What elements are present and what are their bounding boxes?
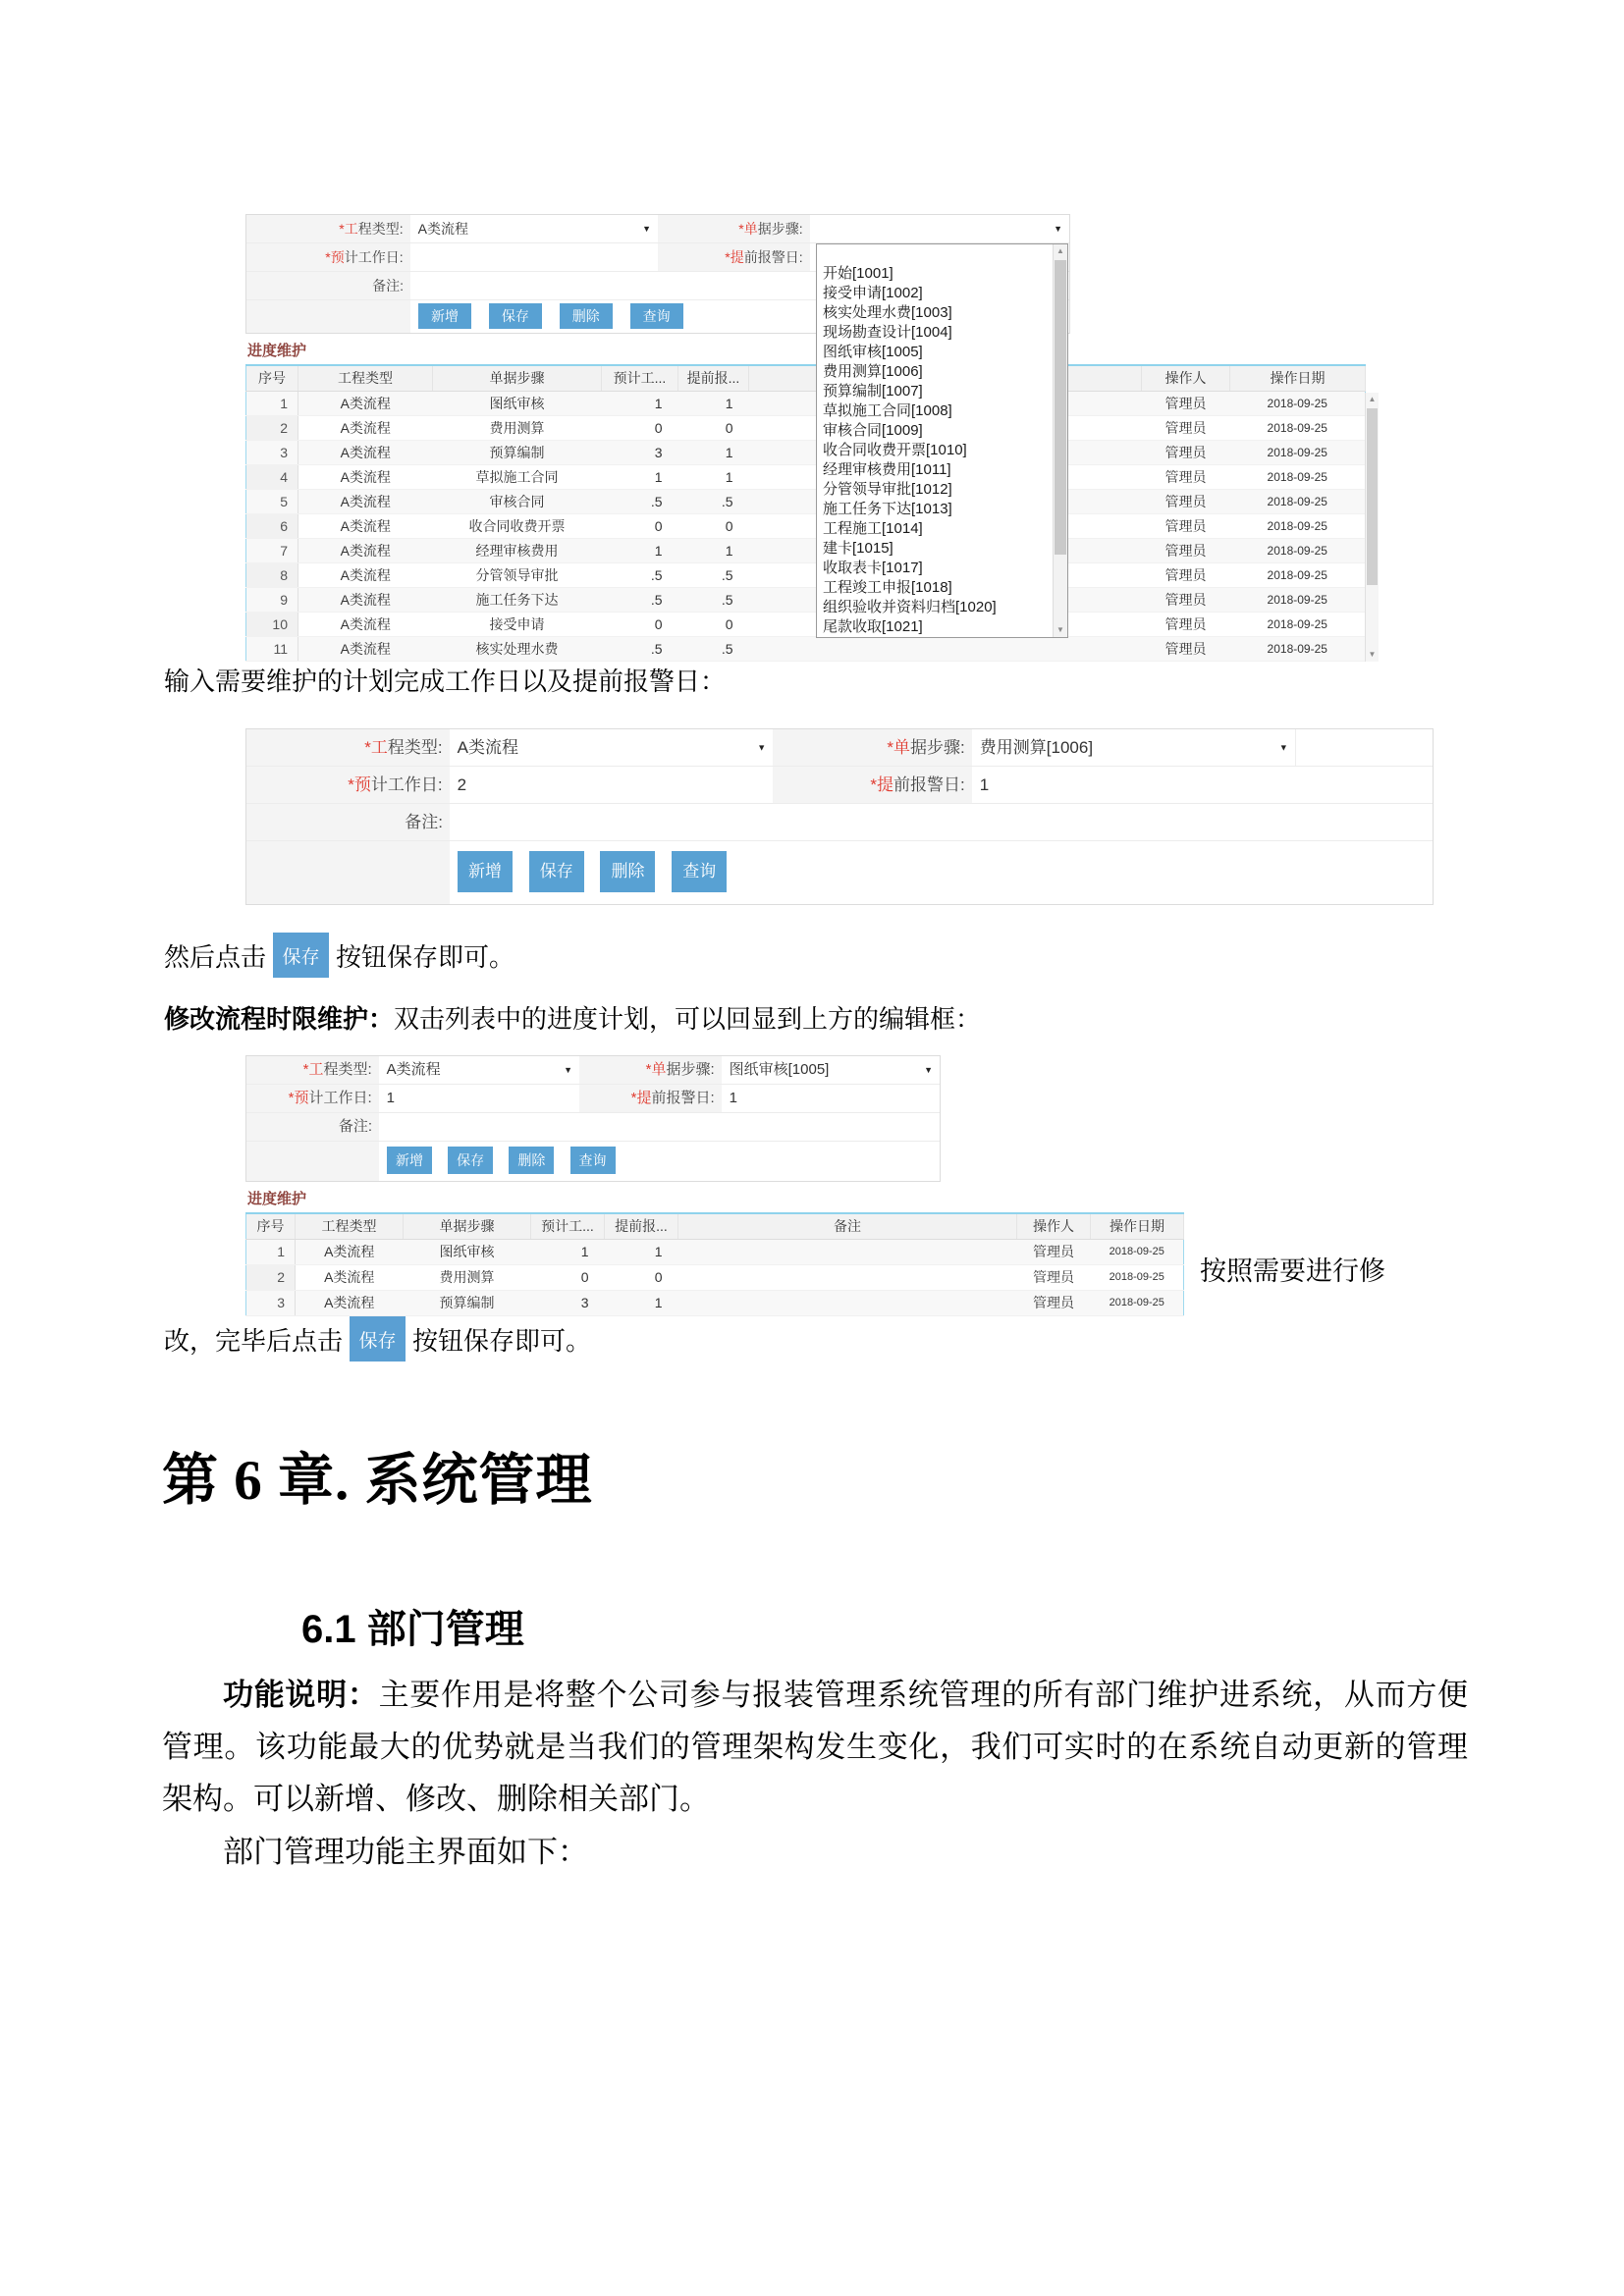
cell-work-days: 0 (602, 415, 678, 440)
cell-op-date: 2018-09-25 (1230, 612, 1366, 636)
chapter-heading: 第 6 章. 系统管理 (162, 1450, 593, 1512)
alert-days-input[interactable]: 1 (972, 767, 1433, 803)
delete-button[interactable]: 删除 (560, 303, 613, 329)
work-days-label: *预计工作日: (246, 243, 410, 271)
dropdown-option[interactable]: 草拟施工合同[1008] (823, 402, 952, 419)
button-row-spacer (246, 300, 410, 333)
project-type-value: A类流程 (417, 221, 468, 237)
body-paragraph: 部门管理功能主界面如下： (223, 1835, 588, 1869)
project-type-value: A类流程 (386, 1061, 441, 1078)
body-text: 双击列表中的进度计划，可以回显到上方的编辑框： (394, 1005, 982, 1034)
step-value: 费用测算[1006] (979, 738, 1094, 757)
cell-alert-days: .5 (678, 489, 749, 513)
dropdown-option[interactable]: 工程施工[1014] (823, 520, 923, 537)
cell-seq: 3 (246, 1290, 296, 1315)
cell-operator: 管理员 (1142, 391, 1230, 415)
dropdown-option[interactable]: 组织验收并资料归档[1020] (823, 599, 997, 615)
dropdown-options (817, 244, 1053, 637)
dropdown-option[interactable]: 费用测算[1006] (823, 363, 923, 380)
column-header: 预计工... (602, 365, 678, 391)
work-days-label: *预计工作日: (246, 1085, 379, 1112)
cell-alert-days: .5 (678, 636, 749, 661)
cell-op-date: 2018-09-25 (1230, 415, 1366, 440)
cell-work-days: .5 (602, 636, 678, 661)
table-row[interactable] (246, 562, 1366, 587)
column-header: 操作人 (1142, 365, 1230, 391)
cell-step: 费用测算 (404, 1264, 531, 1290)
dropdown-option[interactable]: 审核合同[1009] (823, 422, 923, 439)
step-value: 图纸审核[1005] (729, 1061, 830, 1078)
cell-step: 核实处理水费 (433, 636, 602, 661)
column-header: 提前报... (605, 1213, 678, 1239)
cell-seq: 1 (246, 1239, 296, 1264)
work-days-input[interactable] (410, 243, 658, 271)
cell-step: 费用测算 (433, 415, 602, 440)
remark-label: 备注: (246, 272, 410, 299)
cell-alert-days: .5 (678, 562, 749, 587)
cell-project-type: A类流程 (298, 440, 433, 464)
remark-input[interactable] (450, 804, 1433, 840)
cell-project-type: A类流程 (298, 415, 433, 440)
cell-seq: 2 (246, 415, 298, 440)
scroll-down-icon[interactable]: ▼ (1056, 625, 1064, 634)
dropdown-option[interactable]: 图纸审核[1005] (823, 344, 923, 360)
column-header: 备注 (678, 1213, 1017, 1239)
column-header: 操作日期 (1091, 1213, 1184, 1239)
dropdown-option[interactable]: 施工任务下达[1013] (823, 501, 952, 517)
step-label: *单据步骤: (773, 729, 972, 766)
cell-project-type: A类流程 (296, 1264, 404, 1290)
text-after-button: 按钮保存即可。 (412, 1326, 592, 1356)
cell-alert-days: 0 (678, 415, 749, 440)
cell-op-date: 2018-09-25 (1091, 1290, 1184, 1315)
chevron-down-icon: ▼ (1278, 742, 1288, 752)
chevron-down-icon: ▼ (924, 1065, 933, 1075)
column-header: 单据步骤 (433, 365, 602, 391)
dropdown-option[interactable] (817, 244, 1053, 264)
form-row (246, 767, 1433, 804)
add-button[interactable]: 新增 (458, 851, 513, 892)
column-header: 单据步骤 (404, 1213, 531, 1239)
add-button[interactable]: 新增 (387, 1147, 432, 1174)
cell-step: 草拟施工合同 (433, 464, 602, 489)
cell-seq: 10 (246, 612, 298, 636)
panel-title: 进度维护 (247, 1191, 307, 1207)
cell-project-type: A类流程 (298, 562, 433, 587)
form-row (246, 804, 1433, 841)
panel-title: 进度维护 (247, 343, 307, 359)
column-header: 提前报... (678, 365, 749, 391)
progress-table-wrap (245, 364, 1379, 662)
cell-step: 预算编制 (433, 440, 602, 464)
cell-step: 接受申请 (433, 612, 602, 636)
cell-project-type: A类流程 (298, 587, 433, 612)
column-header: 序号 (246, 1213, 296, 1239)
project-type-select[interactable] (410, 215, 658, 242)
table-scrollbar[interactable] (1365, 393, 1379, 662)
dropdown-option[interactable]: 核实处理水费[1003] (823, 304, 952, 321)
text-after-button: 按钮保存即可。 (336, 942, 515, 972)
save-button[interactable]: 保存 (489, 303, 542, 329)
cell-op-date: 2018-09-25 (1230, 440, 1366, 464)
remark-label: 备注: (246, 1113, 379, 1141)
cell-operator: 管理员 (1142, 415, 1230, 440)
cell-project-type: A类流程 (298, 538, 433, 562)
section-heading: 6.1 部门管理 (301, 1608, 524, 1651)
cell-work-days: 3 (602, 440, 678, 464)
chevron-down-icon: ▼ (1054, 224, 1062, 234)
button-row-spacer (246, 841, 450, 904)
cell-step: 收合同收费开票 (433, 513, 602, 538)
scrollbar-thumb[interactable] (1367, 408, 1378, 585)
progress-table-wrap (245, 1212, 1620, 1316)
dropdown-option[interactable]: 开始[1001] (823, 265, 893, 282)
dropdown-option[interactable]: 建卡[1015] (823, 540, 893, 557)
project-type-label: *工程类型: (246, 729, 450, 766)
body-text-line (164, 999, 981, 1036)
cell-operator: 管理员 (1142, 440, 1230, 464)
form-row (246, 1085, 940, 1113)
cell-alert-days: .5 (678, 587, 749, 612)
cell-work-days: 1 (531, 1239, 605, 1264)
cell-remark (749, 636, 1142, 661)
cell-work-days: 1 (602, 391, 678, 415)
dropdown-option[interactable]: 经理审核费用[1011] (823, 461, 951, 478)
cell-operator: 管理员 (1142, 464, 1230, 489)
form-row (246, 1113, 940, 1142)
table-row[interactable] (246, 489, 1366, 513)
table-row[interactable] (246, 636, 1366, 661)
alert-days-label: *提前报警日: (579, 1085, 722, 1112)
cell-project-type: A类流程 (298, 612, 433, 636)
cell-project-type: A类流程 (296, 1290, 404, 1315)
alert-days-label: *提前报警日: (773, 767, 972, 803)
cell-project-type: A类流程 (296, 1239, 404, 1264)
cell-step: 图纸审核 (404, 1239, 531, 1264)
cell-seq: 4 (246, 464, 298, 489)
cell-operator: 管理员 (1142, 538, 1230, 562)
scrollbar-thumb[interactable] (1055, 260, 1066, 555)
screenshot-edit-echo (245, 1055, 1620, 1312)
bold-lead-text: 修改流程时限维护： (164, 1004, 395, 1034)
table-row[interactable] (246, 1239, 1184, 1264)
cell-alert-days: 0 (678, 612, 749, 636)
cell-op-date: 2018-09-25 (1230, 391, 1366, 415)
table-row[interactable] (246, 464, 1366, 489)
cell-operator: 管理员 (1142, 636, 1230, 661)
table-row[interactable] (246, 538, 1366, 562)
query-button[interactable]: 查询 (570, 1147, 616, 1174)
body-text-line: 输入需要维护的计划完成工作日以及提前报警日： (164, 667, 727, 696)
cell-seq: 9 (246, 587, 298, 612)
cell-operator: 管理员 (1142, 513, 1230, 538)
cell-operator: 管理员 (1017, 1290, 1091, 1315)
table-row[interactable] (246, 587, 1366, 612)
cell-step: 分管领导审批 (433, 562, 602, 587)
cell-work-days: 0 (602, 612, 678, 636)
table-row[interactable] (246, 440, 1366, 464)
project-type-label: *工程类型: (246, 215, 410, 242)
dropdown-option[interactable]: 分管领导审批[1012] (823, 481, 952, 498)
cell-alert-days: 1 (605, 1290, 678, 1315)
remark-input[interactable] (379, 1113, 940, 1141)
form-button-row (246, 1142, 940, 1181)
text-before-button: 然后点击 (164, 942, 267, 972)
cell-work-days: 3 (531, 1290, 605, 1315)
cell-work-days: .5 (602, 489, 678, 513)
cell-work-days: 0 (602, 513, 678, 538)
column-header: 操作人 (1017, 1213, 1091, 1239)
cell-op-date: 2018-09-25 (1230, 464, 1366, 489)
work-days-input[interactable]: 2 (450, 767, 773, 803)
cell-alert-days: 1 (678, 538, 749, 562)
cell-project-type: A类流程 (298, 636, 433, 661)
screenshot-filled-form (245, 728, 1434, 905)
project-type-select[interactable] (379, 1056, 579, 1084)
progress-edit-form (245, 1055, 941, 1182)
cell-remark (678, 1290, 1017, 1315)
column-header: 工程类型 (298, 365, 433, 391)
cell-alert-days: 1 (678, 464, 749, 489)
step-label: *单据步骤: (579, 1056, 722, 1084)
cell-alert-days: 1 (678, 391, 749, 415)
cell-alert-days: 1 (678, 440, 749, 464)
dropdown-option[interactable]: 工程竣工申报[1018] (823, 579, 952, 596)
text-before-button: 改，完毕后点击 (164, 1326, 344, 1356)
table-header-row (246, 365, 1366, 391)
button-row-cell (379, 1142, 940, 1181)
cell-operator: 管理员 (1142, 587, 1230, 612)
dropdown-option[interactable]: 现场勘查设计[1004] (823, 324, 952, 341)
cell-alert-days: 0 (678, 513, 749, 538)
table-row[interactable] (246, 391, 1366, 415)
cell-work-days: 0 (531, 1264, 605, 1290)
cell-step: 图纸审核 (433, 391, 602, 415)
inline-save-button[interactable]: 保存 (273, 933, 329, 978)
cell-alert-days: 1 (605, 1239, 678, 1264)
cell-work-days: .5 (602, 587, 678, 612)
progress-edit-form (245, 728, 1434, 905)
step-select[interactable] (810, 215, 1069, 242)
alert-days-input[interactable]: 1 (722, 1085, 940, 1112)
column-header: 预计工... (531, 1213, 605, 1239)
progress-table (245, 1212, 1184, 1316)
table-row[interactable] (246, 1264, 1184, 1290)
scroll-up-icon[interactable]: ▲ (1056, 246, 1064, 255)
chevron-down-icon: ▼ (757, 742, 767, 752)
work-days-input[interactable]: 1 (379, 1085, 579, 1112)
progress-table (245, 364, 1366, 662)
cell-project-type: A类流程 (298, 464, 433, 489)
cell-seq: 7 (246, 538, 298, 562)
cell-seq: 3 (246, 440, 298, 464)
dropdown-option[interactable]: 尾款收取[1021] (823, 618, 923, 635)
delete-button[interactable]: 删除 (600, 851, 655, 892)
form-row (246, 1056, 940, 1085)
work-days-label: *预计工作日: (246, 767, 450, 803)
dropdown-scrollbar[interactable] (1053, 244, 1067, 637)
cell-seq: 5 (246, 489, 298, 513)
cell-op-date: 2018-09-25 (1230, 587, 1366, 612)
project-type-value: A类流程 (457, 738, 518, 757)
cell-seq: 6 (246, 513, 298, 538)
cell-op-date: 2018-09-25 (1230, 489, 1366, 513)
cell-step: 审核合同 (433, 489, 602, 513)
table-row[interactable] (246, 612, 1366, 636)
scroll-up-icon[interactable]: ▲ (1368, 395, 1377, 403)
cell-work-days: 1 (602, 538, 678, 562)
query-button[interactable]: 查询 (672, 851, 727, 892)
dropdown-option[interactable]: 接受申请[1002] (823, 285, 923, 301)
body-text-wrap: 按照需要进行修 (1200, 1256, 1385, 1286)
column-header: 工程类型 (296, 1213, 404, 1239)
step-label: *单据步骤: (658, 215, 810, 242)
cell-operator: 管理员 (1017, 1239, 1091, 1264)
body-paragraph (162, 1669, 1468, 1825)
save-button[interactable]: 保存 (448, 1147, 493, 1174)
step-select[interactable] (980, 729, 1296, 766)
add-button[interactable]: 新增 (418, 303, 471, 329)
cell-operator: 管理员 (1142, 562, 1230, 587)
cell-step: 施工任务下达 (433, 587, 602, 612)
cell-operator: 管理员 (1142, 489, 1230, 513)
cell-op-date: 2018-09-25 (1230, 636, 1366, 661)
column-header: 操作日期 (1230, 365, 1366, 391)
cell-work-days: 1 (602, 464, 678, 489)
cell-project-type: A类流程 (298, 489, 433, 513)
cell-seq: 8 (246, 562, 298, 587)
project-type-select[interactable] (450, 729, 773, 766)
column-header: 序号 (246, 365, 298, 391)
step-select[interactable] (722, 1056, 940, 1084)
paragraph-text: 主要作用是将整个公司参与报装管理系统管理的所有部门维护进系统，从而方便管理。该功能最大的优势就是当我们的管理架构发生变化，我们可实时的在系统自动更新的管理架构。可以新增、修改、删除相关部门。 (162, 1678, 1469, 1816)
button-row-spacer (246, 1142, 379, 1181)
project-type-label: *工程类型: (246, 1056, 379, 1084)
cell-op-date: 2018-09-25 (1230, 538, 1366, 562)
body-text-line (164, 928, 514, 983)
form-button-row (246, 841, 1433, 904)
cell-project-type: A类流程 (298, 391, 433, 415)
dropdown-option[interactable]: 收合同收费开票[1010] (823, 442, 967, 458)
cell-step: 经理审核费用 (433, 538, 602, 562)
inline-save-button[interactable]: 保存 (350, 1316, 406, 1362)
chevron-down-icon: ▼ (642, 224, 651, 234)
form-row (246, 729, 1433, 767)
cell-op-date: 2018-09-25 (1230, 562, 1366, 587)
cell-remark (678, 1239, 1017, 1264)
delete-button[interactable]: 删除 (509, 1147, 554, 1174)
scroll-down-icon[interactable]: ▼ (1368, 649, 1377, 659)
table-row[interactable] (246, 415, 1366, 440)
form-row (246, 215, 1069, 243)
alert-days-label: *提前报警日: (658, 243, 810, 271)
step-select-cell (972, 729, 1433, 766)
step-dropdown-list (816, 243, 1068, 638)
cell-op-date: 2018-09-25 (1091, 1239, 1184, 1264)
cell-step: 预算编制 (404, 1290, 531, 1315)
save-button[interactable]: 保存 (529, 851, 584, 892)
dropdown-option[interactable]: 收取表卡[1017] (823, 560, 923, 576)
table-header-row (246, 1213, 1184, 1239)
query-button[interactable]: 查询 (630, 303, 683, 329)
screenshot-progress-maintenance (245, 214, 1380, 658)
cell-project-type: A类流程 (298, 513, 433, 538)
chevron-down-icon: ▼ (564, 1065, 573, 1075)
body-text-line (164, 1311, 591, 1366)
cell-work-days: .5 (602, 562, 678, 587)
cell-op-date: 2018-09-25 (1230, 513, 1366, 538)
cell-remark (678, 1264, 1017, 1290)
cell-seq: 1 (246, 391, 298, 415)
remark-label: 备注: (246, 804, 450, 840)
cell-operator: 管理员 (1017, 1264, 1091, 1290)
cell-alert-days: 0 (605, 1264, 678, 1290)
dropdown-option[interactable]: 预算编制[1007] (823, 383, 923, 400)
cell-operator: 管理员 (1142, 612, 1230, 636)
table-row[interactable] (246, 513, 1366, 538)
button-row-cell (450, 841, 1433, 904)
bold-lead-text: 功能说明： (223, 1678, 379, 1712)
cell-op-date: 2018-09-25 (1091, 1264, 1184, 1290)
cell-seq: 2 (246, 1264, 296, 1290)
cell-seq: 11 (246, 636, 298, 661)
